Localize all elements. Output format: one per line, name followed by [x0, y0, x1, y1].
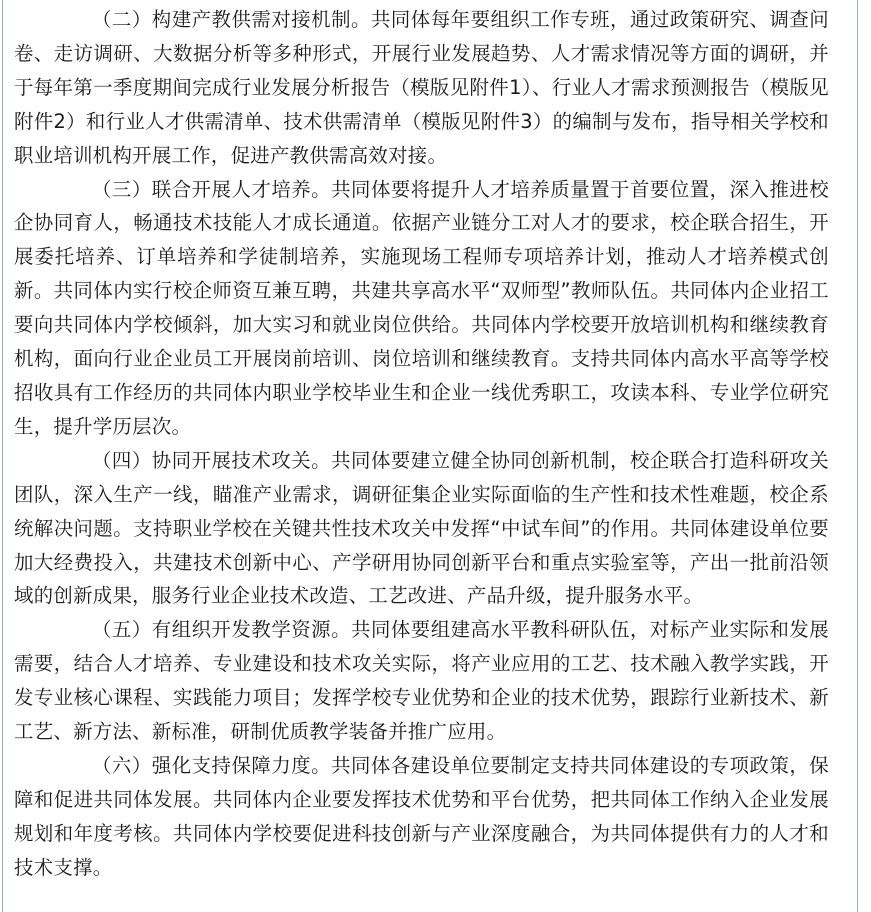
paragraph-section-5: （五）有组织开发教学资源。共同体要组建高水平教科研队伍，对标产业实际和发展需要，结合人才培养、专业建设和技术攻关实际，将产业应用的工艺、技术融入教学实践，开发专业核心课程、实践能力项目；发挥学校专业优势和企业的技术优势，跟踪行业新技术、新工艺、新方法、新标准，研制优质教学装备并推广应用。	[14, 618, 829, 744]
right-border-rule	[857, 0, 858, 912]
paragraph-section-4: （四）协同开展技术攻关。共同体要建立健全协同创新机制，校企联合打造科研攻关团队，深入生产一线，瞄准产业需求，调研征集企业实际面临的生产性和技术性难题，校企系统解决问题。支持职业学校在关键共性技术攻关中发挥“中试车间”的作用。共同体建设单位要加大经费投入，共建技术创新中心、产学研用协同创新平台和重点实验室等，产出一批前沿领域的创新成果，服务行业企业技术改造、工艺改进、产品升级，提升服务水平。	[14, 448, 829, 608]
paragraph-section-3: （三）联合开展人才培养。共同体要将提升人才培养质量置于首要位置，深入推进校企协同育人，畅通技术技能人才成长通道。依据产业链分工对人才的要求，校企联合招生，开展委托培养、订单培养和学徒制培养，实施现场工程师专项培养计划，推动人才培养模式创新。共同体内实行校企师资互兼互聘，共建共享高水平“双师型”教师队伍。共同体内企业招工要向共同体内学校倾斜，加大实习和就业岗位供给。共同体内学校要开放培训机构和继续教育机构，面向行业企业员工开展岗前培训、岗位培训和继续教育。支持共同体内高水平高等学校招收具有工作经历的共同体内职业学校毕业生和企业一线优秀职工，攻读本科、专业学位研究生，提升学历层次。	[14, 177, 829, 438]
document-body	[14, 3, 829, 885]
paragraph-section-6: （六）强化支持保障力度。共同体各建设单位要制定支持共同体建设的专项政策，保障和促进共同体发展。共同体内企业要发挥技术优势和平台优势，把共同体工作纳入企业发展规划和年度考核。共同体内学校要促进科技创新与产业深度融合，为共同体提供有力的人才和技术支撑。	[14, 753, 829, 879]
paragraph-section-2: （二）构建产教供需对接机制。共同体每年要组织工作专班，通过政策研究、调查问卷、走访调研、大数据分析等多种形式，开展行业发展趋势、人才需求情况等方面的调研，并于每年第一季度期间完成行业发展分析报告（模版见附件1）、行业人才需求预测报告（模版见附件2）和行业人才供需清单、技术供需清单（模版见附件3）的编制与发布，指导相关学校和职业培训机构开展工作，促进产教供需高效对接。	[14, 8, 829, 167]
left-border-rule	[2, 0, 3, 912]
